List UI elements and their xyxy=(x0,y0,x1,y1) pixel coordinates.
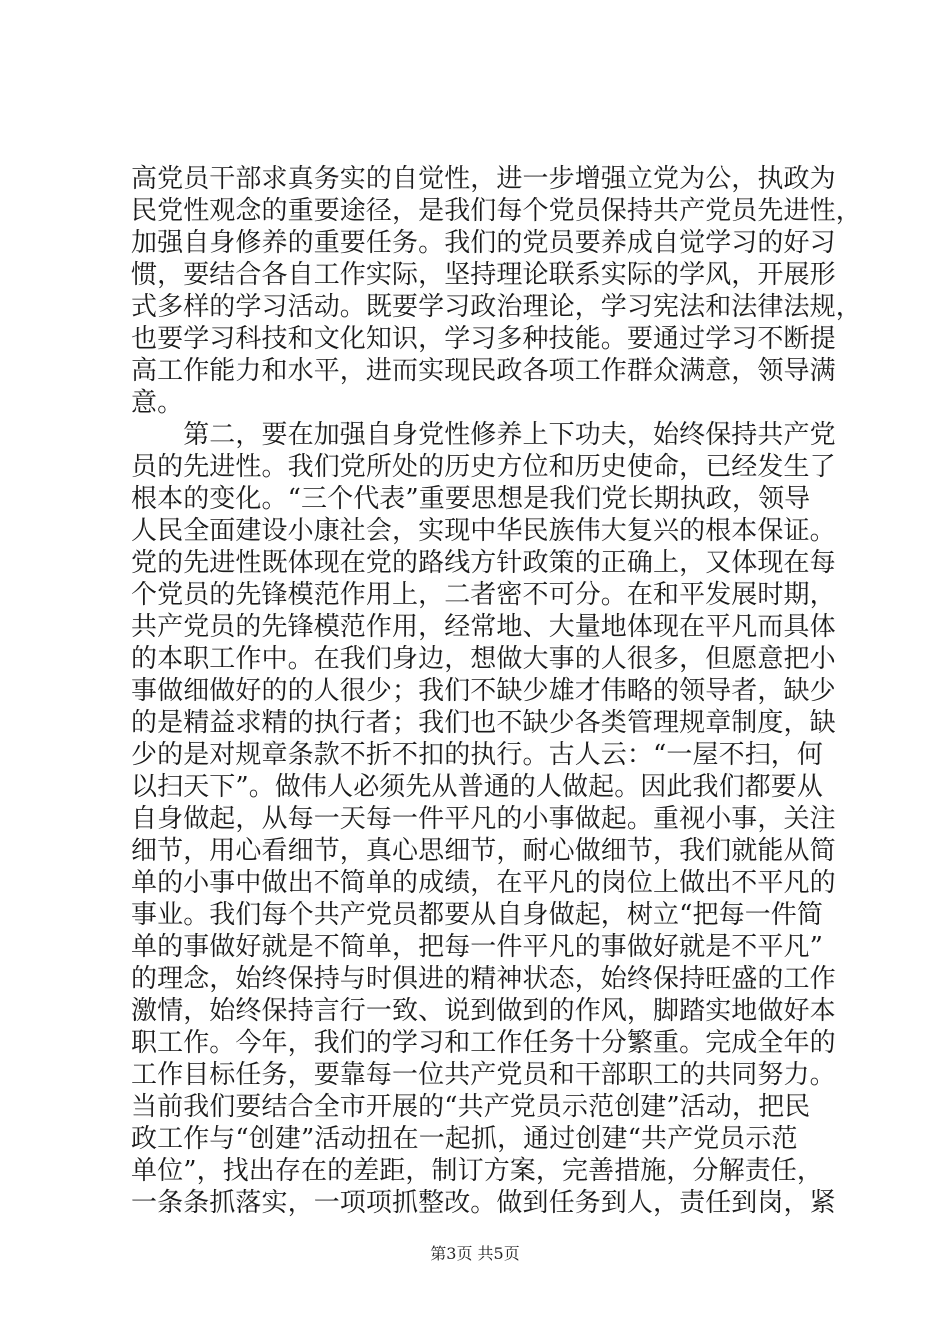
text-line: 职工作。今年，我们的学习和工作任务十分繁重。完成全年的 xyxy=(131,1028,836,1058)
text-line: 自身做起，从每一天每一件平凡的小事做起。重视小事，关注 xyxy=(131,804,836,834)
text-line: 单的小事中做出不简单的成绩，在平凡的岗位上做出不平凡的 xyxy=(131,868,836,898)
text-line: 个党员的先锋模范作用上，二者密不可分。在和平发展时期， xyxy=(131,580,836,610)
text-line: 人民全面建设小康社会，实现中华民族伟大复兴的根本保证。 xyxy=(131,516,836,546)
text-line: 民党性观念的重要途径，是我们每个党员保持共产党员先进性， xyxy=(131,196,862,226)
text-line: 的是精益求精的执行者；我们也不缺少各类管理规章制度，缺 xyxy=(131,708,836,738)
text-line: 少的是对规章条款不折不扣的执行。古人云：“一屋不扫，何 xyxy=(131,740,823,770)
page-footer: 第3页 共5页 xyxy=(430,1244,520,1263)
text-line: 党的先进性既体现在党的路线方针政策的正确上，又体现在每 xyxy=(131,548,836,578)
text-line: 事做细做好的的人很少；我们不缺少雄才伟略的领导者，缺少 xyxy=(131,676,836,706)
text-line: 第二，要在加强自身党性修养上下功夫，始终保持共产党 xyxy=(131,420,836,450)
text-line: 以扫天下”。做伟人必须先从普通的人做起。因此我们都要从 xyxy=(131,772,823,802)
text-line: 单的事做好就是不简单，把每一件平凡的事做好就是不平凡” xyxy=(131,932,823,962)
text-line: 细节，用心看细节，真心思细节，耐心做细节，我们就能从简 xyxy=(131,836,836,866)
text-line: 一条条抓落实，一项项抓整改。做到任务到人，责任到岗，紧 xyxy=(131,1188,836,1218)
text-line: 工作目标任务，要靠每一位共产党员和干部职工的共同努力。 xyxy=(131,1060,836,1090)
text-line: 激情，始终保持言行一致、说到做到的作风，脚踏实地做好本 xyxy=(131,996,836,1026)
text-line: 式多样的学习活动。既要学习政治理论，学习宪法和法律法规， xyxy=(131,292,862,322)
text-line: 的本职工作中。在我们身边，想做大事的人很多，但愿意把小 xyxy=(131,644,836,674)
text-line: 共产党员的先锋模范作用，经常地、大量地体现在平凡而具体 xyxy=(131,612,836,642)
text-line: 高工作能力和水平，进而实现民政各项工作群众满意，领导满 xyxy=(131,356,836,386)
text-line: 事业。我们每个共产党员都要从自身做起，树立“把每一件简 xyxy=(131,900,823,930)
body-text xyxy=(131,163,862,1219)
text-line: 意。 xyxy=(131,388,184,418)
text-line: 政工作与“创建”活动扭在一起抓，通过创建“共产党员示范 xyxy=(131,1124,798,1154)
text-line: 加强自身修养的重要任务。我们的党员要养成自觉学习的好习 xyxy=(131,228,836,258)
text-line: 当前我们要结合全市开展的“共产党员示范创建”活动，把民 xyxy=(131,1092,811,1122)
text-line: 单位”，找出存在的差距，制订方案，完善措施，分解责任， xyxy=(131,1156,823,1186)
text-line: 惯，要结合各自工作实际，坚持理论联系实际的学风，开展形 xyxy=(131,260,836,290)
text-line: 高党员干部求真务实的自觉性，进一步增强立党为公，执政为 xyxy=(131,164,836,194)
text-line: 也要学习科技和文化知识，学习多种技能。要通过学习不断提 xyxy=(131,324,836,354)
text-line: 员的先进性。我们党所处的历史方位和历史使命，已经发生了 xyxy=(131,452,836,482)
text-line: 根本的变化。“三个代表”重要思想是我们党长期执政，领导 xyxy=(131,484,811,514)
text-line: 的理念，始终保持与时俱进的精神状态，始终保持旺盛的工作 xyxy=(131,964,836,994)
